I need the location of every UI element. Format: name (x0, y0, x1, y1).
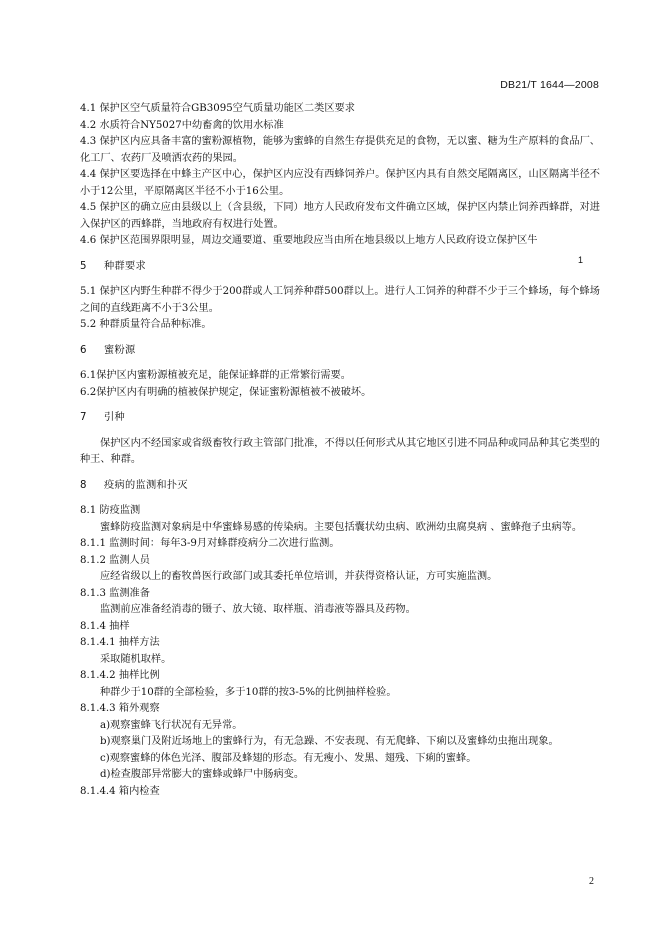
section-5-heading (80, 259, 600, 276)
margin-mark: 1 (578, 255, 584, 265)
clause-4-2: 4.2 水质符合NY5027中幼畜禽的饮用水标准 (80, 119, 284, 131)
clause-8-1-4-4-title: 8.1.4.4 箱内检查 (80, 785, 160, 797)
clause-4-4: 4.4 保护区要选择在中蜂主产区中心，保护区内应没有西蜂饲养户。保护区内具有自然交尾隔离区，山区隔离半径不小于12公里，平原隔离区半径不小于16公里。 (80, 169, 600, 197)
document-code: DB21/T 1644—2008 (500, 79, 599, 91)
section-7-title: 引种 (104, 412, 125, 423)
observation-item-a: a)观察蜜蜂飞行状况有无异常。 (100, 719, 243, 731)
clause-8-1-2-title: 8.1.2 监测人员 (80, 554, 150, 566)
section-5-number: 5 (80, 260, 87, 272)
clause-8-1-3-text: 监测前应准备经消毒的镊子、放大镜、取样瓶、消毒液等器具及药物。 (100, 604, 416, 615)
observation-item-b: b)观察巢门及附近场地上的蜜蜂行为，有无急躁、不安表现、有无爬蜂、下痢以及蜜蜂幼虫拖出现象。 (100, 736, 559, 747)
clause-6-1: 6.1保护区内蜜粉源植被充足，能保证蜂群的正常繁衍需要。 (80, 370, 351, 381)
clause-5-1: 5.1 保护区内野生种群不得少于200群或人工饲养种群500群以上。进行人工饲养的种群不少于三个蜂场，每个蜂场之间的直线距离不小于3公里。 (80, 286, 600, 314)
clause-4-1: 4.1 保护区空气质量符合GB3095空气质量功能区二类区要求 (80, 103, 355, 114)
page-body (80, 101, 600, 800)
clause-8-1-3-title: 8.1.3 监测准备 (80, 587, 150, 599)
section-8-number: 8 (80, 479, 87, 491)
clause-8-1-title: 8.1 防疫监测 (80, 505, 141, 516)
page-number: 2 (589, 876, 594, 887)
section-6-title: 蜜粉源 (104, 344, 136, 356)
section-8-heading (80, 478, 600, 495)
section-7-number: 7 (80, 412, 87, 423)
section-6-heading (80, 343, 600, 360)
clause-8-1-4-1-text: 采取随机取样。 (100, 653, 172, 665)
section-5-title: 种群要求 (104, 260, 146, 272)
clause-8-1-4-2-title: 8.1.4.2 抽样比例 (80, 670, 160, 681)
clause-8-1-4-2-text: 种群少于10群的全部检验，多于10群的按3-5%的比例抽样检验。 (100, 686, 397, 698)
clause-8-1-1: 8.1.1 监测时间：每年3-9月对蜂群疫病分二次进行监测。 (80, 538, 340, 549)
clause-4-5: 4.5 保护区的确立应由县级以上（含县级，下同）地方人民政府发布文件确立区域，保护区内禁止饲养西蜂群，对进入保护区的西蜂群，当地政府有权进行处置。 (80, 202, 600, 230)
clause-7-text: 保护区内不经国家或省级畜牧行政主管部门批准，不得以任何形式从其它地区引进不同品种或同品种其它类型的种王、种群。 (80, 437, 600, 465)
section-8-title: 疫病的监测和扑灭 (104, 479, 188, 491)
clause-8-1-4-1-title: 8.1.4.1 抽样方法 (80, 637, 160, 648)
observation-item-d: d)检查腹部异常膨大的蜜蜂或蜂尸中肠病变。 (100, 769, 305, 780)
clause-6-2: 6.2保护区内有明确的植被保护规定，保证蜜粉源植被不被破坏。 (80, 386, 372, 398)
clause-4-3: 4.3 保护区内应具备丰富的蜜粉源植物，能够为蜜蜂的自然生存提供充足的食物，无以蜜、糖为生产原料的食品厂、化工厂、农药厂及喷洒农药的果园。 (80, 136, 600, 164)
section-7-heading (80, 410, 600, 427)
clause-5-2: 5.2 种群质量符合品种标准。 (80, 319, 212, 330)
observation-item-c: c)观察蜜蜂的体色光泽、腹部及蜂翅的形态。有无瘦小、发黑、翅残、下痢的蜜蜂。 (100, 752, 477, 764)
clause-8-1-2-text: 应经省级以上的畜牧兽医行政部门或其委托单位培训，并获得资格认证，方可实施监测。 (100, 571, 498, 582)
clause-8-1-4-title: 8.1.4 抽样 (80, 620, 130, 632)
clause-4-6: 4.6 保护区范围界限明显，周边交通要道、重要地段应当由所在地县级以上地方人民政府设立保护区牛 (80, 235, 538, 246)
clause-8-1-text: 蜜蜂防疫监测对象病是中华蜜蜂易感的传染病。主要包括囊状幼虫病、欧洲幼虫腐臭病 、蜜蜂孢子虫病等。 (100, 521, 583, 533)
clause-8-1-4-3-title: 8.1.4.3 箱外观察 (80, 703, 160, 714)
section-6-number: 6 (80, 344, 87, 356)
